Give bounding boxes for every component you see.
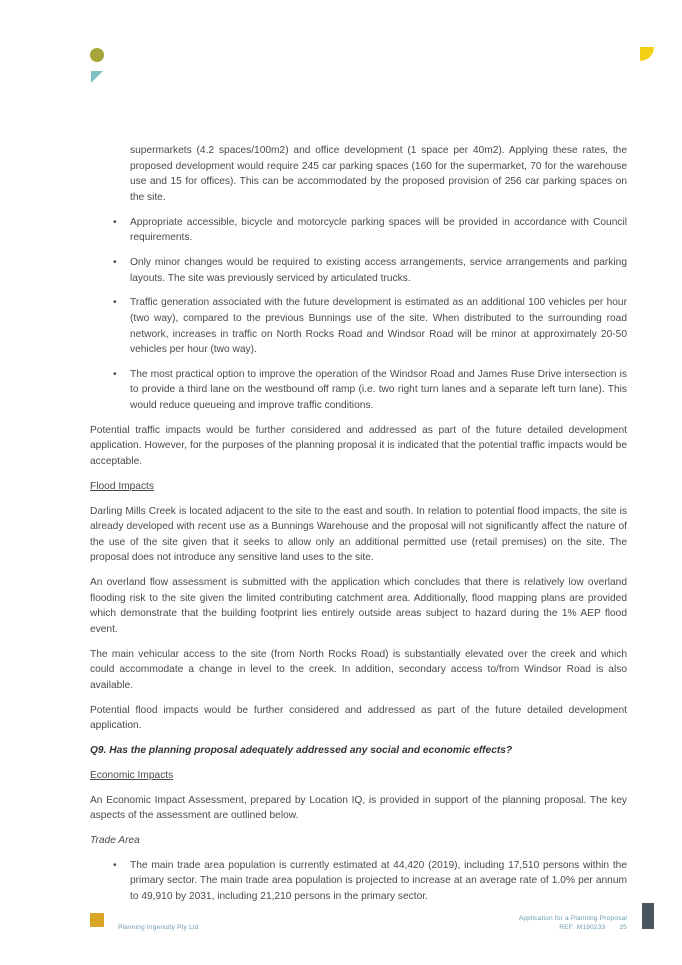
economic-paragraph: An Economic Impact Assessment, prepared by Location IQ, is provided in support of the planning proposal. The key aspects of the assessment are outlined below. bbox=[90, 794, 627, 822]
list-item-text: Traffic generation associated with the future development is estimated as an additional 100 vehicles per hour (two way), compared to the previous Bunnings use of the site. When distributed to the surrounding road network, increases in traffic on North Rocks Road and Windsor Road will be minor at approximately 20-50 vehicles per hour (two way). bbox=[130, 297, 627, 356]
bullet-icon: • bbox=[113, 256, 117, 268]
footer-ref-line bbox=[519, 923, 627, 932]
bullet-icon: • bbox=[113, 859, 117, 871]
economic-impacts-heading: Economic Impacts bbox=[90, 769, 174, 781]
footer-square-icon bbox=[90, 913, 104, 927]
list-item-text: The most practical option to improve the operation of the Windsor Road and James Ruse Drive intersection is to provide a third lane on the westbound off ramp (i.e. two right turn lanes and a separate left turn lane). This would reduce queueing and improve traffic conditions. bbox=[130, 368, 627, 412]
page-number: 25 bbox=[619, 924, 627, 931]
decorative-triangle bbox=[91, 71, 103, 83]
flood-impacts-heading: Flood Impacts bbox=[90, 480, 154, 492]
list-item bbox=[90, 255, 627, 286]
list-item-text: Appropriate accessible, bicycle and motorcycle parking spaces will be provided in accordance with Council requirements. bbox=[130, 216, 627, 244]
flood-paragraph: An overland flow assessment is submitted with the application which concludes that there is relatively low overland flooding risk to the site given the limited contributing catchment area. Additionally, flood mapping plans are provided which demonstrate that the building footprint lies entirely outside areas subject to hazard during the 1% AEP flood event. bbox=[90, 577, 627, 635]
footer-doc-title: Application for a Planning Proposal bbox=[518, 915, 627, 922]
bullet-icon: • bbox=[113, 297, 117, 309]
page-body bbox=[90, 143, 627, 914]
list-item bbox=[90, 215, 627, 246]
decorative-circle bbox=[90, 48, 104, 62]
trade-area-bullet-list bbox=[90, 858, 627, 905]
flood-paragraph: Potential flood impacts would be further considered and addressed as part of the future detailed development application. bbox=[90, 704, 627, 732]
list-item-text: The main trade area population is currently estimated at 44,420 (2019), including 17,510 persons within the primary sector. The main trade area population is projected to increase at an average rate of 1.0% per annum to 49,910 by 2031, including 21,210 persons in the primary sector. bbox=[130, 859, 627, 902]
footer-doc-info bbox=[519, 914, 627, 932]
traffic-bullet-list bbox=[90, 215, 627, 414]
question-heading: Q9. Has the planning proposal adequately addressed any social and economic effects? bbox=[90, 745, 513, 757]
list-item bbox=[90, 295, 627, 357]
decorative-quarter-circle bbox=[640, 47, 654, 61]
footer-bar bbox=[642, 903, 654, 929]
footer-company: Planning Ingenuity Pty Ltd bbox=[118, 924, 199, 931]
flood-paragraph: The main vehicular access to the site (from North Rocks Road) is substantially elevated over the creek and which could accommodate a change in level to the creek. In addition, secondary access to/from Windsor Road is also available. bbox=[90, 648, 627, 691]
flood-paragraph: Darling Mills Creek is located adjacent to the site to the east and south. In relation to potential flood impacts, the site is already developed with recent use as a Bunnings Warehouse and the proposal will not significantly affect the nature of the use of the site given that it seeks to allow only an additional permitted use (retail premises) on the site. The proposal does not introduce any sensitive land uses to the site. bbox=[90, 505, 627, 564]
bullet-icon: • bbox=[113, 368, 117, 380]
footer-ref: REF: M190233 bbox=[559, 924, 606, 931]
traffic-conclusion: Potential traffic impacts would be further considered and addressed as part of the future detailed development application. However, for the purposes of the planning proposal it is indicated that the potential traffic impacts would be acceptable. bbox=[90, 424, 627, 468]
trade-area-heading: Trade Area bbox=[90, 835, 140, 846]
bullet-icon: • bbox=[113, 216, 117, 228]
intro-paragraph: supermarkets (4.2 spaces/100m2) and office development (1 space per 40m2). Applying these rates, the proposed development would require 245 car parking spaces (160 for the supermarket, 70 for the warehouse use and 15 for offices). This can be accommodated by the proposed provision of 256 car parking spaces on the site. bbox=[130, 145, 627, 203]
list-item-text: Only minor changes would be required to existing access arrangements, service arrangements and parking layouts. The site was previously serviced by articulated trucks. bbox=[130, 256, 627, 284]
list-item bbox=[90, 367, 627, 414]
list-item bbox=[90, 858, 627, 905]
